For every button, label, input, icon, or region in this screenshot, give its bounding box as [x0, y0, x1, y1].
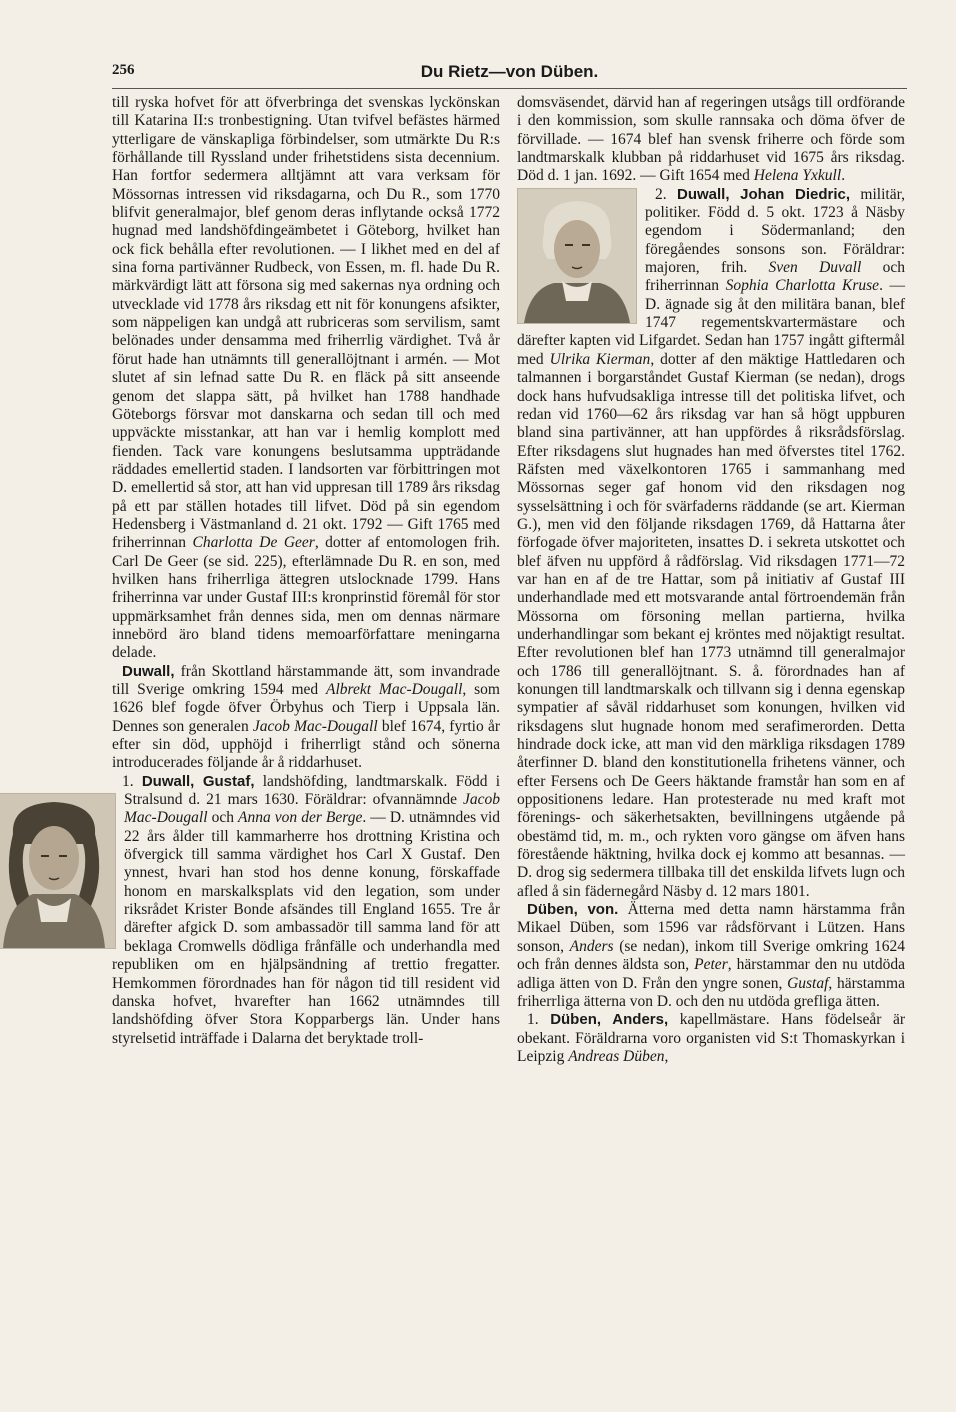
person-name: Sven Duvall [768, 259, 862, 277]
page-number: 256 [112, 62, 135, 78]
text-run: till ryska hofvet för att öfverbringa det svenskas lyckönskan till Katarina II:s tronbestigning. Utan tvifvel befästes härmed ytterligare de vänskapliga förbindelser, som utmärkte Du R:s förhållande till Ryssland under frihetstidens sista decennium. Han fortfor sedermera alltjämnt att vara verksam för Mössornas intressen vid riksdagarna, och Du R., som 1770 blifvit generalmajor, blef genom deras inflytande också 1772 hugnad med landshöfdingeämbetet i Göteborg, hvilket han ock fick behålla efter revolutionen. — I likhet med en del af sina forna partivänner Rudbeck, von Essen, m. fl. hade Du R. märkvärdigt lätt att försona sig med sakernas nya ordning och utvecklade vid 1778 års riksdag ett nit för konungens afsikter, som näppeligen kan undgå att rubriceras som servilism, samt belönades under densamma med friherrlig värdighet. Två år förut hade han utnämnts till generallöjtnant i armén. — Mot slutet af sin lefnad satte Du R. en fläck på sitt anseende genom det slappa sätt, på hvilket han 1788 handhade Göteborgs försvar mot danskarna och sedan till och med uppväckte misstankar, att han var i hemlig komplott med fienden. Tack vare konungens beslutsamma uppträdande räddades emellertid staden. I landsorten var förbittringen mot D. emellertid så stor, att han vid uppresan till 1789 års riksdag på ett par ställen hotades till lifvet. Död på sin egendom Hedensberg i Västmanland d. 21 okt. 1792 — Gift 1765 med friherrinnan [112, 94, 500, 552]
text-run: , härstamma friherrliga ätterna von D. och den nu utdöda grefliga ätten. [517, 974, 905, 1010]
text-run: (se nedan), inkom till Sverige omkring 1624 och från dennes äldsta son, [517, 937, 905, 974]
text-run: från Skottland härstammande ätt, som invandrade till Sverige omkring 1594 med [112, 662, 500, 698]
entry-duwall-gustaf [112, 773, 500, 1048]
entry-heading: Düben, Anders, [550, 1011, 669, 1029]
person-name: Peter [694, 956, 728, 974]
person-name: Albrekt Mac-Dougall [326, 681, 463, 698]
entry-duben-anders [517, 1011, 905, 1066]
text-run: . — D. utnämndes vid 22 års ålder till kammarherre hos drottning Kristina och öfvergick till samma värdighet hos Carl X Gustaf. Den ynnest, hvari han stod hos denne konung, förskaffade honom en marskalksplats vid den legation, som under riksrådet Krister Bonde afsändes till England 1655. Tre år därefter afgick D. som ambassadör till samma land för att beklaga Cromwells dödliga frånfälle och underhandla med republiken om en hjälpsändning af trettio fregatter. Hemkommen förordnades han för någon tid till resident vid danska hofvet, hvarefter han 1662 utnämndes till landshöfding öfver Stora Kopparbergs län. Under hans styrelsetid inträffade i Dalarna det beryktade troll- [112, 809, 500, 1047]
entry-heading: Duwall, Johan Diedric, [677, 185, 851, 203]
entry-number: 1. [527, 1011, 539, 1029]
entry-number: 1. [122, 772, 134, 790]
wife-name: Helena Yxkull [753, 167, 842, 185]
person-name: Anna von der Berge [238, 809, 363, 827]
text-run: kapellmästare. Hans födelseår är obekant. Föräldrarna voro organisten vid S:t Thomaskyrkan i Leipzig [517, 1011, 906, 1065]
person-name: Sophia Charlotta Kruse [725, 277, 880, 295]
text-run: , [664, 1047, 669, 1065]
text-run: . [841, 167, 846, 185]
text-run: Ätterna med detta namn härstamma från Mikael Düben, som 1596 var rådsförvant i Lützen. Hans sonson, [517, 901, 905, 955]
text-run: , som 1626 blef fogde öfver Örbyhus och Tierp i Uppsala län. Dennes son generalen [112, 681, 500, 735]
right-column [517, 94, 905, 1066]
running-title: Du Rietz—von Düben. [420, 62, 599, 81]
left-column [112, 94, 500, 1048]
entry-heading: Düben, von. [527, 901, 619, 919]
entry-heading: Duwall, Gustaf, [141, 772, 255, 790]
text-run: . — D. ägnade sig åt den militära banan, blef 1747 regementskvartermästare och därefter kapten vid Lifgardet. Sedan han 1757 ingått giftermål med [517, 277, 905, 368]
entry-duwall-johan-diedric [517, 186, 905, 901]
text-run: blef 1674, fyrtio år efter sin död, upphöjd i friherrligt stånd och sönerna introducerades följande år å riddarhuset. [112, 717, 500, 772]
portrait-johan-diedric-duwall-image [517, 188, 637, 324]
text-run: domsväsendet, därvid han af regeringen utsågs till ordförande i den kommission, som skulle rannsaka och döma öfver de förvillade. — 1674 blef han svensk friherre och förde som landtmarskalk klubban på riddarhuset vid 1675 års riksdag. Död d. 1 jan. 1692. — Gift 1654 med [517, 94, 905, 185]
person-name: Jacob Mac-Dougall [124, 791, 500, 827]
portrait-image [0, 794, 115, 948]
entry-duben-family [517, 901, 905, 1011]
person-name: Ulrika Kierman [549, 350, 651, 368]
text-run: , dotter af entomologen frih. Carl De Geer (se sid. 225), efterlämnade Du R. en son, med hvilken hans friherrliga ättegren utslocknade 1799. Hans friherrinna var under Gustaf III:s kronprinstid föremål för stor uppmärksamhet från dennes sida, men om dennas närmare innebörd äro bland tidens memoarförfattare meningarna delade. [112, 534, 500, 662]
text-run: , härstammar den nu utdöda adliga ätten von D. Från den yngre sonen, [517, 956, 906, 992]
page-header [112, 62, 907, 86]
person-name: Anders [569, 937, 614, 955]
wife-name: Charlotta De Geer [192, 534, 315, 552]
left-paragraph-du-rietz [112, 94, 500, 663]
person-name: Gustaf [787, 974, 829, 992]
person-name: Andreas Düben [568, 1047, 665, 1065]
person-name: Jacob Mac-Dougall [252, 717, 378, 735]
text-run: militär, politiker. Född d. 5 okt. 1723 å Näsby egendom i Södermanland; den föregåendes sonsons son. Föräldrar: majoren, frih. [645, 185, 905, 277]
portrait-gustaf-duwall [0, 793, 116, 949]
entry-heading: Duwall, [122, 662, 175, 680]
entry-number: 2. [655, 185, 667, 203]
text-run: , dotter af den mäktige Hattledaren och talmannen i borgarståndet Gustaf Kierman (se nedan), drogs dock hans hufvudsakliga intresse till det politiska lifvet, och redan vid 1760—62 års riksdag var han så högt uppburen bland sina partivänner, att han uppfördes å riksrådsförslag. Efter riksdagens slut hugnades han med öfverstes titel 1762. Räfsten med växelkontoren 1765 i sammanhang med Mössornas seger gaf honom vid den riksdagen nog sysselsättning i och för svärfaderns räddande (se art. Kierman G.), men vid den följande riksdagen 1769, då Hattarna åter förfogade öfver majoriteten, insattes D. i sekreta utskottet och blef äfven nu uppförd å rådförslag. Vid riksdagen 1771—72 var han en af de tre Hattar, som på initiativ af Gustaf III underhandlade med ett motsvarande antal förtroendemän från Mössorna om försoning mellan partierna, hvilka underhandlingar som bekant ej kröntes med nöjaktigt resultat. Efter revolutionen blef han 1773 utnämnd till generalmajor och 1786 till generallöjtnant. S. å. förordnades han af konungen till landtmarskalk och tillvann sig i denna egenskap sympatier af såväl riddarhuset som konungen, hvilken vid riksdagens slut hugnade honom med serafimerorden. Detta hindrade dock icke, att man vid den märkliga riksdagen 1789 återfinner D. bland den konstitutionella frihetens vänner, och efter Fersens och De Geers häktande framstår han som en af oppositionens ledare. Han protesterade nu med kraft mot förenings- och säkerhetsakten, bevillningens utgående på obestämd tid, m. m., och rykten voro gängse om äfven hans förestående häktning, hvilka dock ej kommo att besannas. — D. drog sig sedermera tillbaka till det enskilda lifvets lugn och afled å sin fädernegård Näsby d. 12 mars 1801. [517, 350, 906, 900]
text-run: och friherrinnan [645, 259, 905, 295]
text-run: och [207, 809, 239, 827]
header-rule [112, 88, 907, 89]
entry-duwall-family [112, 663, 500, 773]
right-paragraph-continued [517, 94, 905, 186]
text-run: landshöfding, landtmarskalk. Född i Stralsund d. 21 mars 1630. Föräldrar: ofvannämnde [124, 772, 500, 809]
